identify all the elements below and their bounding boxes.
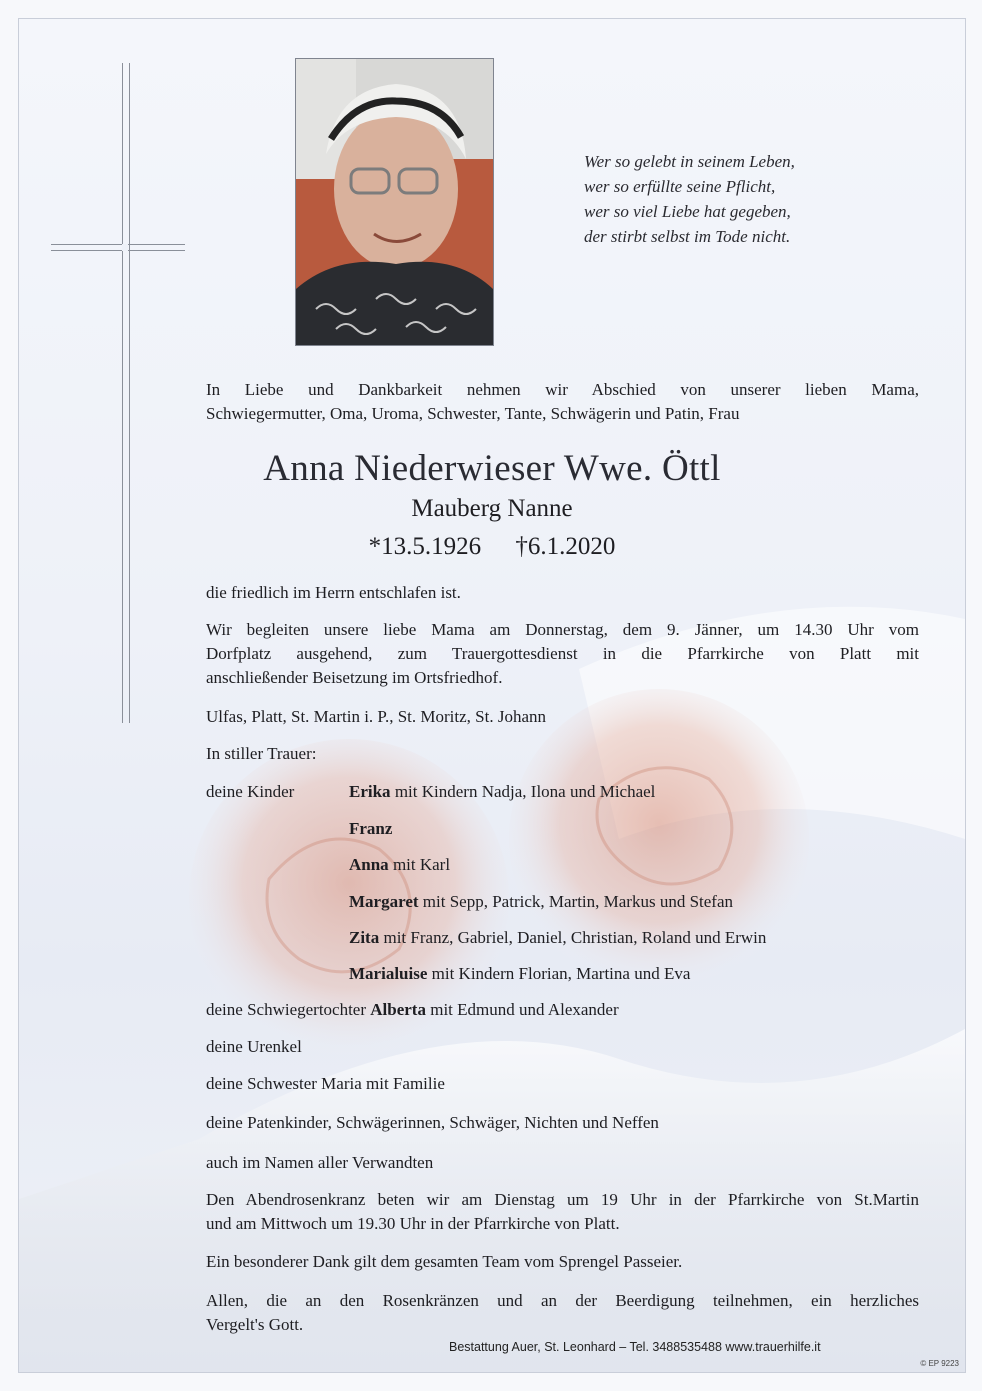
obituary-card — [18, 18, 966, 1373]
child-name: Zita — [349, 928, 380, 947]
child-entry — [349, 854, 450, 876]
verse-line: Wer so gelebt in seinem Leben, — [584, 152, 795, 171]
relation-label: deine Schwiegertochter — [206, 1000, 371, 1019]
children-row — [206, 781, 656, 803]
closing-line: Allen, die an den Rosenkränzen und an der Beerdigung teilnehmen, ein herzliches — [206, 1291, 919, 1310]
funeral-home-footer: Bestattung Auer, St. Leonhard – Tel. 3488535488 www.trauerhilfe.it — [449, 1340, 821, 1354]
verse-line: wer so viel Liebe hat gegeben, — [584, 202, 791, 221]
child-detail: mit Karl — [388, 855, 451, 874]
child-name: Margaret — [349, 892, 419, 911]
relatives-line: auch im Namen aller Verwandten — [206, 1153, 434, 1172]
places-text: Ulfas, Platt, St. Martin i. P., St. Moritz, St. Johann — [206, 707, 547, 726]
closing-line: Vergelt's Gott. — [206, 1315, 304, 1334]
child-entry — [349, 818, 392, 840]
verse-line: der stirbt selbst im Tode nicht. — [584, 227, 791, 246]
deceased-nickname: Mauberg Nanne — [411, 495, 573, 522]
life-dates — [19, 533, 965, 561]
print-code: © EP 9223 — [920, 1359, 959, 1368]
child-entry — [349, 963, 690, 985]
rosary-line: und am Mittwoch um 19.30 Uhr in der Pfarrkirche von Platt. — [206, 1214, 620, 1233]
relatives-line: deine Patenkinder, Schwägerinnen, Schwäger, Nichten und Neffen — [206, 1113, 659, 1132]
relative-detail: mit Edmund und Alexander — [425, 1000, 619, 1019]
verse-line: wer so erfüllte seine Pflicht, — [584, 177, 776, 196]
child-entry — [349, 927, 766, 949]
daughter-in-law-row — [206, 999, 619, 1021]
child-entry — [349, 781, 655, 803]
intro-line: Schwiegermutter, Oma, Uroma, Schwester, Tante, Schwägerin und Patin, Frau — [206, 404, 740, 423]
passed-text: die friedlich im Herrn entschlafen ist. — [206, 583, 461, 602]
child-name: Franz — [349, 819, 393, 838]
portrait-photo — [295, 58, 494, 346]
child-detail: mit Kindern Nadja, Ilona und Michael — [390, 782, 656, 801]
child-name: Erika — [349, 782, 391, 801]
rosary-line: Den Abendrosenkranz beten wir am Dienstag um 19 Uhr in der Pfarrkirche von St.Martin — [206, 1190, 919, 1209]
relative-name: Alberta — [370, 1000, 426, 1019]
funeral-line: anschließender Beisetzung im Ortsfriedhof. — [206, 668, 503, 687]
child-detail: mit Franz, Gabriel, Daniel, Christian, Roland und Erwin — [379, 928, 767, 947]
death-date: †6.1.2020 — [515, 533, 616, 560]
cross-horizontal-bar — [51, 244, 185, 251]
memorial-verse — [584, 149, 795, 249]
child-detail: mit Kindern Florian, Martina und Eva — [427, 964, 691, 983]
funeral-line: Dorfplatz ausgehend, zum Trauergottesdienst in die Pfarrkirche von Platt mit — [206, 644, 919, 663]
child-detail: mit Sepp, Patrick, Martin, Markus und Stefan — [418, 892, 734, 911]
children-label: deine Kinder — [206, 782, 295, 801]
relatives-line: deine Schwester Maria mit Familie — [206, 1074, 445, 1093]
child-name: Anna — [349, 855, 389, 874]
child-name: Marialuise — [349, 964, 428, 983]
funeral-line: Wir begleiten unsere liebe Mama am Donnerstag, dem 9. Jänner, um 14.30 Uhr vom — [206, 620, 919, 639]
mourning-heading: In stiller Trauer: — [206, 744, 317, 763]
cross-vertical-bar — [122, 63, 130, 723]
thanks-text: Ein besonderer Dank gilt dem gesamten Team vom Sprengel Passeier. — [206, 1252, 683, 1271]
deceased-name: Anna Niederwieser Wwe. Öttl — [263, 448, 721, 489]
intro-line: In Liebe und Dankbarkeit nehmen wir Abschied von unserer lieben Mama, — [206, 380, 919, 399]
relatives-line: deine Urenkel — [206, 1037, 302, 1056]
birth-date: *13.5.1926 — [368, 533, 482, 560]
child-entry — [349, 891, 733, 913]
